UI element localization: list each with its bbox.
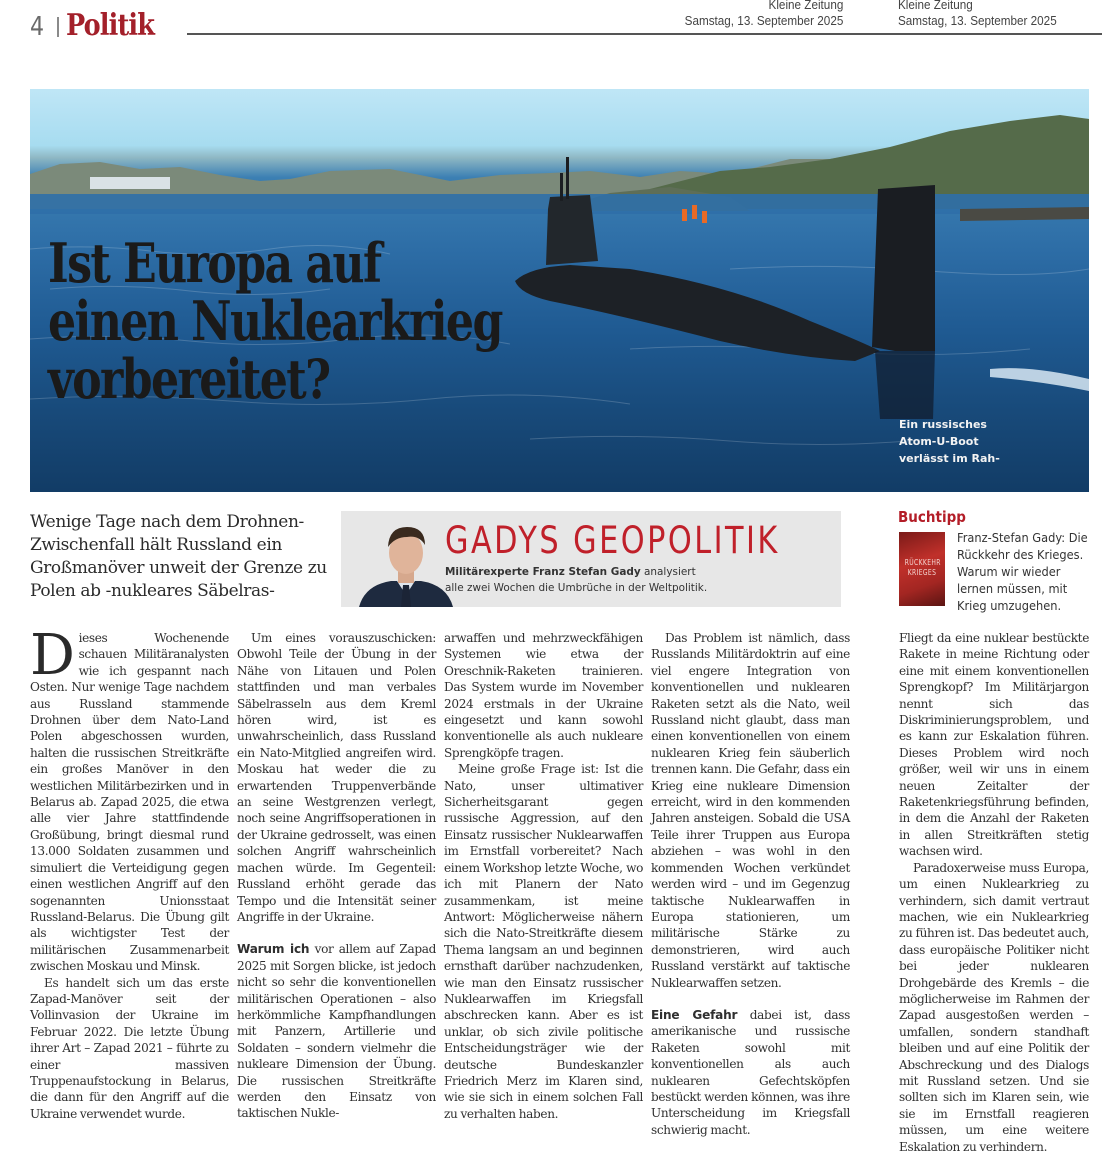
rudder-reflection — [875, 351, 935, 419]
shore-buildings — [90, 177, 170, 189]
columnist-sub-rest: analysiert — [640, 565, 696, 578]
paragraph: Meine große Frage ist: Ist die Nato, unser ultimativer Sicherheitsgarant gegen russische Aggression, auf den Einsatz russischer Nuklearwaffen im Ernstfall vorbereitet? Nach einem Workshop letzte Woche, wo ich mit Planern der Nato zusammenkam, ist meine Antwort: Möglicherweise nähern sich die Nato-Streitkräfte diesem Thema langsam an und beginnen ernsthaft darüber nachzudenken, wie man den Einsatz russischer Nuklearwaffen im Kriegsfall abschrecken kann. Aber es ist unklar, ob sich zivile politische Entscheidungsträger wie der deutsche Bundeskanzler Friedrich Merz im Klaren sind, wie sie sich in einem solchen Fall zu verhalten haben. — [444, 762, 643, 1121]
masthead-date: Samstag, 13. September 2025 — [684, 13, 843, 28]
paragraph: Das Problem ist nämlich, dass Russlands Militärdoktrin auf eine viel engere Integration von konventionellen und nuklearen Raketen setzt als die Nato, weil Russland nicht glaubt, dass man einen konventionellen von einem nuklearen Krieg fein säuberlich trennen kann. Die Gefahr, dass ein Krieg eine nukleare Dimension erreicht, wird in den kommenden Jahren ansteigen. Sobald die USA Teile ihrer Truppen aus Europa abziehen – was wohl in den kommenden Wochen verkündet werden wird – und im Gegenzug taktische Nuklearwaffen in Europa stationieren, um militärische Stärke zu demonstrieren, wird auch Russland verstärkt auf taktische Nuklearwaffen setzen. — [651, 631, 850, 990]
columnist-sub-line2: alle zwei Wochen die Umbrüche in der Weltpolitik. — [445, 581, 708, 594]
headline — [48, 231, 502, 411]
masthead-left — [684, 0, 843, 29]
page-number: 4 — [30, 12, 44, 42]
book-cover — [899, 532, 945, 606]
paragraph — [237, 941, 436, 1121]
paragraph-text: ieses Wochenende schauen Militäranalysten wie ich gespannt nach Osten. Nur wenige Tage nachdem aus Russland stammende Drohnen über dem Nato-Land Polen abgeschossen wurden, halten die russischen Streitkräfte ein großes Manöver in den westlichen Militärbezirken und in Belarus ab. Zapad 2025, die etwa alle vier Jahre stattfindende Großübung, bringt diesmal rund 13.000 Soldaten zusammen und simuliert die Verteidigung gegen einen westlichen Angriff auf den sogenannten Unionsstaat Russland-Belarus. Die Übung gilt als wichtigster Test der militärischen Zusammenarbeit zwischen Moskau und Minsk. — [30, 631, 229, 974]
masthead-paper: Kleine Zeitung — [768, 0, 843, 12]
masthead-right — [898, 0, 1057, 29]
headline-line: vorbereitet? — [48, 347, 330, 411]
section-title: Politik — [66, 8, 155, 43]
columnist-name: Militärexperte Franz Stefan Gady — [445, 565, 641, 578]
paragraph-lead-in: Eine Gefahr — [651, 1007, 738, 1022]
paragraph-lead-in: Warum ich — [237, 942, 310, 957]
article-column-3 — [444, 630, 643, 1122]
submarine-sail — [546, 195, 598, 265]
columnist-subtitle — [445, 564, 707, 596]
lead-paragraph: Wenige Tage nach dem Drohnen-Zwischenfall hält Russland ein Großmanöver unweit der Grenze zu Polen ab -nukleares Säbelras- — [30, 512, 327, 601]
caption-line: Ein russisches — [899, 418, 987, 431]
paragraph-text: dabei ist, dass amerikanische und russische Raketen sowohl mit konventionellen als auch nuklearen Gefechtsköpfen bestückt werden können, was ihre Unterscheidung im Kriegsfall schwierig macht. — [651, 1007, 851, 1137]
paragraph — [651, 1007, 850, 1138]
crew-member — [682, 209, 687, 221]
submarine-rudder — [872, 185, 935, 351]
book-cover-title: RÜCKKEHR — [904, 558, 941, 567]
paragraph: Es handelt sich um das erste Zapad-Manöver seit der Vollinvasion der Ukraine im Februar 2022. Die letzte Übung ihrer Art – Zapad 2021 – führte zu einer massiven Truppenaufstockung in Belarus, die dann für den Angriff auf die Ukraine verwendet wurde. — [30, 975, 229, 1121]
columnist-box — [341, 511, 841, 607]
article-column-5 — [899, 630, 1089, 1155]
paragraph: Fliegt da eine nuklear bestückte Rakete in meine Richtung oder eine mit einem konventionellen Sprengkopf? Im Militärjargon nennt sich das Diskriminierungsproblem, und es kann zur Eskalation führen. Dieses Problem wird noch größer, weil wir uns in einem neuen Zeitalter der Raketenkriegsführung befinden, in dem die Anzahl der Raketen in allen Streitkräften stetig wachsen wird. — [899, 631, 1089, 859]
paragraph: arwaffen und mehrzweckfähigen Systemen wie etwa der Oreschnik-Raketen trainieren. Das System wurde im November 2024 erstmals in der Ukraine eingesetzt und kann sowohl konventionelle als auch nukleare Sprengköpfe tragen. — [444, 631, 643, 760]
wake — [990, 368, 1089, 391]
paragraph: Um eines vorauszuschicken: Obwohl Teile der Übung in der Nähe von Litauen und Polen stattfinden und man verbales Säbelrasseln aus dem Kreml hören wird, ist es unwahrscheinlich, dass Russland ein Nato-Mitglied angreifen wird. Moskau hat weder die zu erwartenden Truppenverbände an seine Westgrenzen verlegt, noch seine Angriffsoperationen in der Ukraine gedrosselt, was einen solchen Angriff wahrscheinlich machen würde. Im Gegenteil: Russland erhöht gerade das Tempo und die Intensität seiner Angriffe in der Ukraine. — [237, 631, 436, 924]
masthead-date: Samstag, 13. September 2025 — [898, 13, 1057, 28]
drop-cap: D — [30, 623, 75, 688]
header-rule — [187, 33, 1102, 35]
caption-line: Atom-U-Boot — [899, 435, 979, 448]
paragraph-text: vor allem auf Zapad 2025 mit Sorgen blicke, ist jedoch nicht so sehr die konventionellen militärischen Operationen – also herkömmliche Kampfhandlungen mit Panzern, Artillerie und Soldaten – sondern vielmehr die nukleare Dimension der Übung. Die russischen Streitkräfte werden den Einsatz von taktischen Nukle- — [237, 942, 436, 1121]
masthead-paper: Kleine Zeitung — [898, 0, 973, 12]
pier — [960, 207, 1089, 221]
periscope — [560, 173, 563, 201]
paragraph — [30, 623, 229, 975]
columnist-title: GADYS GEOPOLITIK — [445, 519, 780, 562]
page-header — [0, 0, 1102, 46]
buchtipp-text: Franz-Stefan Gady: Die Rückkehr des Krieges. Warum wir wieder lernen müssen, mit Krieg umzugehen. — [957, 531, 1088, 613]
periscope — [566, 157, 569, 199]
caption-line: verlässt im Rah- — [899, 452, 1000, 465]
image-caption — [899, 416, 1000, 467]
crew-member — [692, 205, 697, 219]
article-column-4 — [651, 630, 850, 1138]
headline-line: Ist Europa auf — [48, 231, 381, 295]
book-cover-title: KRIEGES — [907, 568, 937, 577]
crew-member — [702, 211, 707, 223]
header-separator — [57, 17, 59, 37]
article-column-2 — [237, 630, 436, 1122]
buchtipp-heading: Buchtipp — [898, 508, 966, 526]
hero-image — [30, 89, 1089, 492]
paragraph: Paradoxerweise muss Europa, um einen Nuklearkrieg zu verhindern, sich damit vertraut machen, wie ein Nuklearkrieg zu führen ist. Das bedeutet auch, dass europäische Politiker nicht bei jeder nuklearen Drohgebärde des Kremls – die möglicherweise im Rahmen der Zapad ausgestoßen werden – umfallen, sondern standhaft bleiben und auf eine Politik der Abschreckung und des Dialogs mit Russland setzen. Und sie sollten sich im Klaren sein, wie sie im Ernstfall reagieren müssen, um eine weitere Eskalation zu verhindern. — [899, 860, 1089, 1154]
article-column-1 — [30, 623, 229, 1122]
headline-line: einen Nuklearkrieg — [48, 289, 502, 353]
